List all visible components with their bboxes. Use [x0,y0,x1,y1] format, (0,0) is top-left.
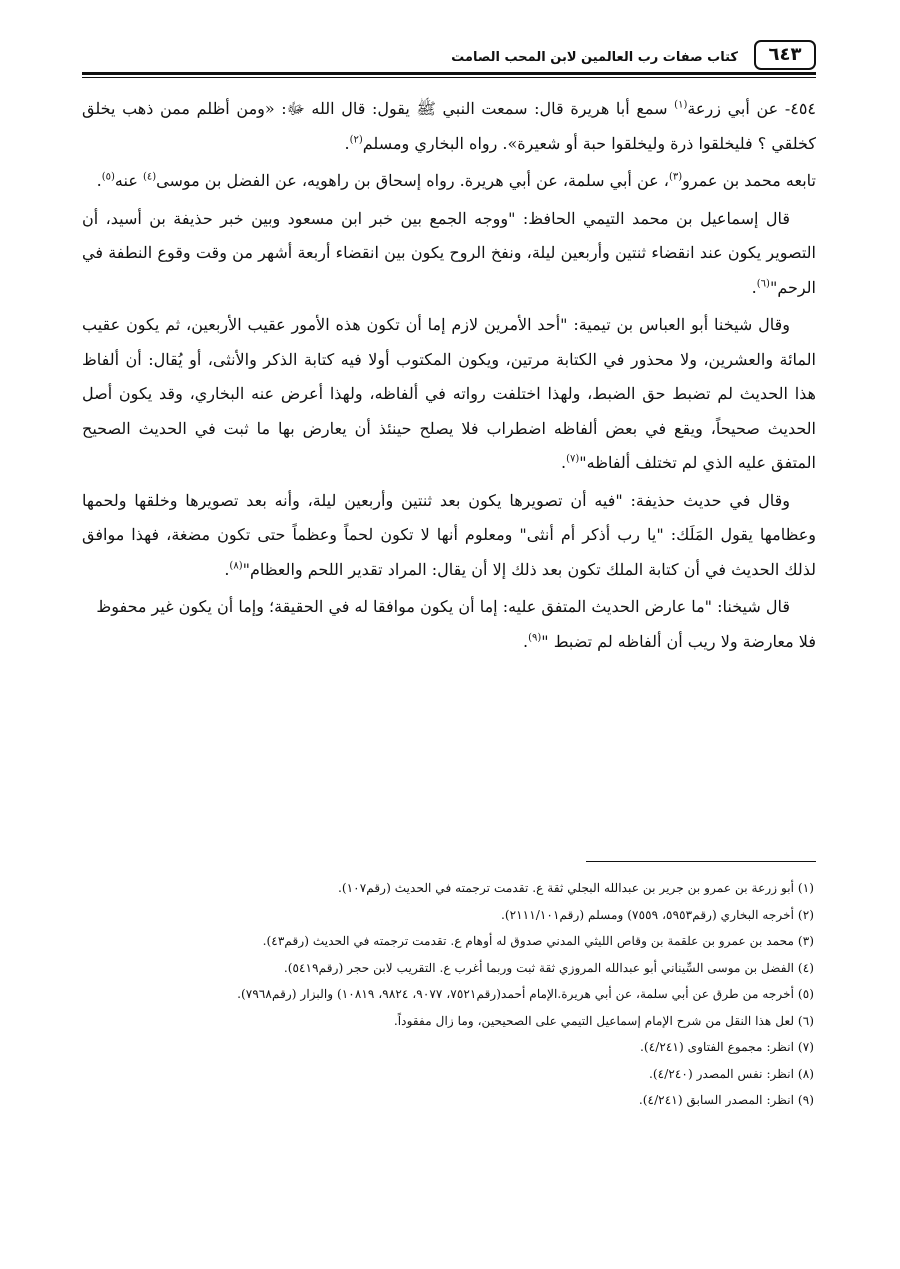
paragraph-ibn-taymiyya: وقال شيخنا أبو العباس بن تيمية: "أحد الأمرين لازم إما أن تكون هذه الأمور عقيب الأربعين، ثم يكون عقيب المائة والعشرين، ولا محذور في الكتابة مرتين، ويكون المكتوب أولا فيه كتابة الذكر والأنثى، أو يُقال: أن ألفاظ هذا الحديث لم تضبط حق الضبط، ولهذا اختلفت رواته في ألفاظه، ولهذا أعرض عنه البخاري، وقد يكون أصل الحديث صحيحاً، ويقع في بعض ألفاظه اضطراب فلا يصلح حينئذ أن يعارض بها ما ثبت في الحديث الصحيح المتفق عليه الذي لم تختلف ألفاظه"$^{(٧)}$. [82,315,817,472]
footnote-1: (١) أبو زرعة بن عمرو بن جرير بن عبدالله البجلي ثقة ع. تقدمت ترجمته في الحديث (رقم١٠٧). [337,881,814,895]
footnote-4: (٤) الفضل بن موسى السِّيناني أبو عبدالله المروزي ثقة ثبت وربما أغرب ع. التقريب لابن حجر (رقم٥٤١٩). [283,960,814,975]
footnote-ref[interactable]: (١) [674,99,688,111]
paragraph-hadith-454: ٤٥٤- عن أبي زرعة$^{(١)}$ سمع أبا هريرة قال: سمعت النبي ﷺ يقول: قال الله ﷻ: «ومن أظلم ممن ذهب يخلق كخلقي ؟ فليخلقوا ذرة وليخلقوا حبة أو شعيرة». رواه البخاري ومسلم$^{(٢)}$. [82,99,817,153]
page-header [82,40,816,78]
footnote-separator [586,861,816,862]
footnote-7: (٧) انظر: مجموع الفتاوى (٤/٢٤١). [640,1040,814,1054]
header-rule-thick [82,72,816,75]
paragraph-taymi: قال إسماعيل بن محمد التيمي الحافظ: "ووجه الجمع بين خبر ابن مسعود وبين خبر حذيفة بن أسيد، أن التصوير يكون عند انقضاء ثنتين وأربعين ليلة، ونفخ الروح يكون بين انقضاء أربعة أشهر من وقت وقوع النطفة في الرحم"$^{(٦)}$. [82,208,816,297]
footnote-9: (٩) انظر: المصدر السابق (٤/٢٤١). [638,1093,814,1107]
page-number-box: ٦٤٣ [754,40,816,70]
main-text [82,92,816,662]
footnote-3: (٣) محمد بن عمرو بن علقمة بن وقاص الليثي المدني صدوق له أوهام ع. تقدمت ترجمته في الحديث (رقم٤٣). [262,934,814,948]
footnote-ref[interactable]: (٣) [668,171,683,183]
paragraph-conclusion: قال شيخنا: "ما عارض الحديث المتفق عليه: إما أن يكون موافقا له في الحقيقة؛ وإما أن يكون غير محفوظ فلا معارضة ولا ريب أن ألفاظه لم تضبط "$^{(٩)}$. [96,597,816,651]
footnotes [82,875,814,1114]
footnote-2: (٢) أخرجه البخاري (رقم٥٩٥٣، ٧٥٥٩) ومسلم (رقم٢١١١/١٠١). [500,907,814,922]
paragraph-mutaba: تابعه محمد بن عمرو$^{(٣)}$، عن أبي سلمة، عن أبي هريرة. رواه إسحاق بن راهويه، عن الفضل بن موسى$^{(٤)}$ عنه$^{(٥)}$. [96,171,816,190]
footnote-ref[interactable]: (٩) [528,632,542,644]
footnote-8: (٨) انظر: نفس المصدر (٤/٢٤٠). [649,1066,814,1081]
footnote-ref[interactable]: (٨) [229,560,243,572]
footnote-ref[interactable]: (٧) [566,453,580,465]
footnote-ref[interactable]: (٤) [142,171,157,183]
footnote-5: (٥) أخرجه من طرق عن أبي سلمة، عن أبي هريرة.الإمام أحمد(رقم٧٥٢١، ٩٠٧٧، ٩٨٢٤، ١٠٨١٩) والبزار (رقم٧٩٦٨). [237,987,814,1001]
footnote-ref[interactable]: (٦) [756,278,770,290]
header-rule-thin [82,77,816,78]
footnote-6: (٦) لعل هذا النقل من شرح الإمام إسماعيل التيمي على الصحيحين، وما زال مفقوداً. [393,1013,814,1028]
paragraph-hudhayfa: وقال في حديث حذيفة: "فيه أن تصويرها يكون بعد ثنتين وأربعين ليلة، وأنه بعد تصويرها وخلقها ولحمها وعظامها يقول المَلَك: "يا رب أذكر أم أنثى" ومعلوم أنها لا تكون لحماً وعظماً حتى تكون مضغة، فهذا موافق لذلك الحديث في أن كتابة الملك تكون بعد ذلك إلا أن يقال: المراد تقدير اللحم والعظام"$^{(٨)}$. [82,490,816,579]
footnote-ref[interactable]: (٥) [101,171,115,183]
footnote-ref[interactable]: (٢) [349,134,363,146]
book-title: كتاب صفات رب العالمين لابن المحب الصامت [451,50,738,65]
